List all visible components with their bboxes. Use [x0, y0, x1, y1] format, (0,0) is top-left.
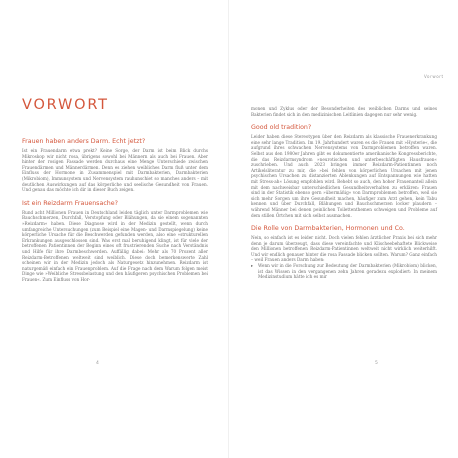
section-heading-darmbakterien: Die Rolle von Darmbakterien, Hormonen und Co.: [251, 225, 405, 233]
section-heading-frauendarm: Frauen haben anders Darm. Echt jetzt?: [22, 138, 146, 145]
section-heading-reizdarm: Ist ein Reizdarm Frauensache?: [22, 199, 118, 207]
left-column: [22, 138, 208, 282]
list-item-text: Wenn wir in die Forschung zur Bedeutung der Darmbakterien (Mikrobiom) blicken, ist das Wissen in den vergangenen zehn Jahren geradezu explodiert: In meinem Medizinstudium hätte ich es mir: [258, 263, 437, 280]
page-number-right: 5: [375, 361, 378, 366]
bullet-list: [251, 263, 437, 280]
continuation-text: monen und Zyklus oder der Besonderheiten des weiblichen Darms und seines Bakterien findet sich in den medizinischen Leitlinien dagegen nur sehr wenig.: [251, 106, 437, 117]
section-text-tradition: Leider haben diese Stereotypen über den Reizdarm als klassische Frauenerkrankung eine sehr lange Tradition. Im 19. Jahrhundert waren es die Frauen mit »Hysterie«, die aufgrund ihres schwachen Nervensystems von Darmproblemen betroffen waren. Selbst aus den 1980er Jahren gibt es dokumentierte amerikanische Kongressberichte, die das Reizdarmsyndrom »neurotischen und unterbeschäftigten Hausfrauen« zuschrieben. Und auch 2023 bringen immer Reizdarm-Patientinnen noch Artikelsliteratur zu mir, die »bei fehlen von körperlichen Ursachen mit jenen psychischen Ursachen zu distanzierten Ablenkungen auf Entspannungen wie hatten mit Stress-ah« Lösung empfohlen wird. Behebt so auch, den hoher Frauenanteil allein mit dem nachweisbar unterschiedlichen Gesundheitsverhalten zu erklären: Frauen sind in der Statistik ebenso gern »übermäßig« von Darmproblemen betroffen, weil sie sich mehr Sorgen um ihre Gesundheit machen, häufiger zum Arzt gehen, kein Tabu kennen und über Durchfall, Blähungen und Bauchschmerzen locker plaudern – während Männer bei denen peinlichen Toilettenthemen schweigen und Probleme auf dem stillen Örtchen mit sich selbst ausmachen.: [251, 134, 437, 218]
section-text-frauendarm: Ist ein Frauendarm etwa prekt? Keine Sorge, der Darm ist beim Blick durchs Mikroskop wir nicht rosa, übrigens sowohl bei Männern als auch bei Frauen. Aber hinter der rosigen Fassade werden durchaus eine Menge Unterschiede zwischen Frauendärmen und Männerdärmen. Denn es ziehen weibliches Darm fluß unter dem Einfluss der Hormone in Zusammenspiel mit Darmbakterien, Darmbakterien (Mikrobiom), Immunsystem und Nervensystem rauhunschiet so manches anders – mit deutlichen Auswirkungen auf das körperliche und seelische Gesundheit von Frauen. Und genau das möchte ich dir in dieser Buch zeigen.: [22, 148, 208, 193]
section-text-darmbakterien: Nein, so einfach ist es leider nicht. Doch vielen fehlen ärztlicher Praxis bei sich mehr denn je darum überzeugt, dass diese vereinfachte und Klischeebehaftete Blickweise den Millionen betroffenen Reizdarm-Patientinnen weltweit nicht wirklich weiterhilft. Und wir endlich genauer hinter die rosa Fassade blicken sollten. Warum? Ganz einfach – weil Frauen anders Darm haben:: [251, 235, 437, 263]
chapter-title: VORWORT: [22, 97, 109, 113]
page-number-left: 4: [96, 361, 99, 366]
running-head: Vorwort: [424, 74, 444, 79]
section-heading-tradition: Good old tradition?: [251, 124, 312, 132]
book-gutter: [228, 0, 229, 458]
right-column: [251, 106, 437, 280]
section-text-reizdarm: Rund acht Millionen Frauen in Deutschland leiden täglich unter Darmproblemen wie Bauchschmerzen, Durchfall, Verstopfung oder Blähungen, da sie einem sogenannten »Reizdarm« haben. Diese Diagnose wird in der Medizin gestellt, wenn durch umfangreiche Untersuchungen (zum Beispiel eine Magen- und Darmspiegelung) keine körperliche Ursache für die Beschwerden gefunden werden, also eine »strukturellen Erkrankungen ausgeschlossen sind. Was erst mal beruhigend klingt, ist für viele der betroffenen Patientinnen der Beginn eines oft frustrierenden Suche nach Verständnis und Hilfe für ihre Darmbeschwerden. Auffällig dabei: Mehr als 70 Prozent aller Reizdarm-Betroffenen weltweit sind weiblich. Diese doch bemerkenswerte Zahl scheinen wir in der Medizin jedoch als Naturgesetz hinzunehmen. Reizdarm ist naturgemäß einfach ein Frauenproblem. Auf die Frage nach dem Warum folgen meist Dinge wie »Weibliche Stressbelastung und den häufigeren psychischen Problemen bei Frauen«. Zum Einfluss von Hor-: [22, 209, 208, 282]
list-item: [251, 263, 437, 280]
bullet-icon: ▸: [251, 263, 254, 269]
